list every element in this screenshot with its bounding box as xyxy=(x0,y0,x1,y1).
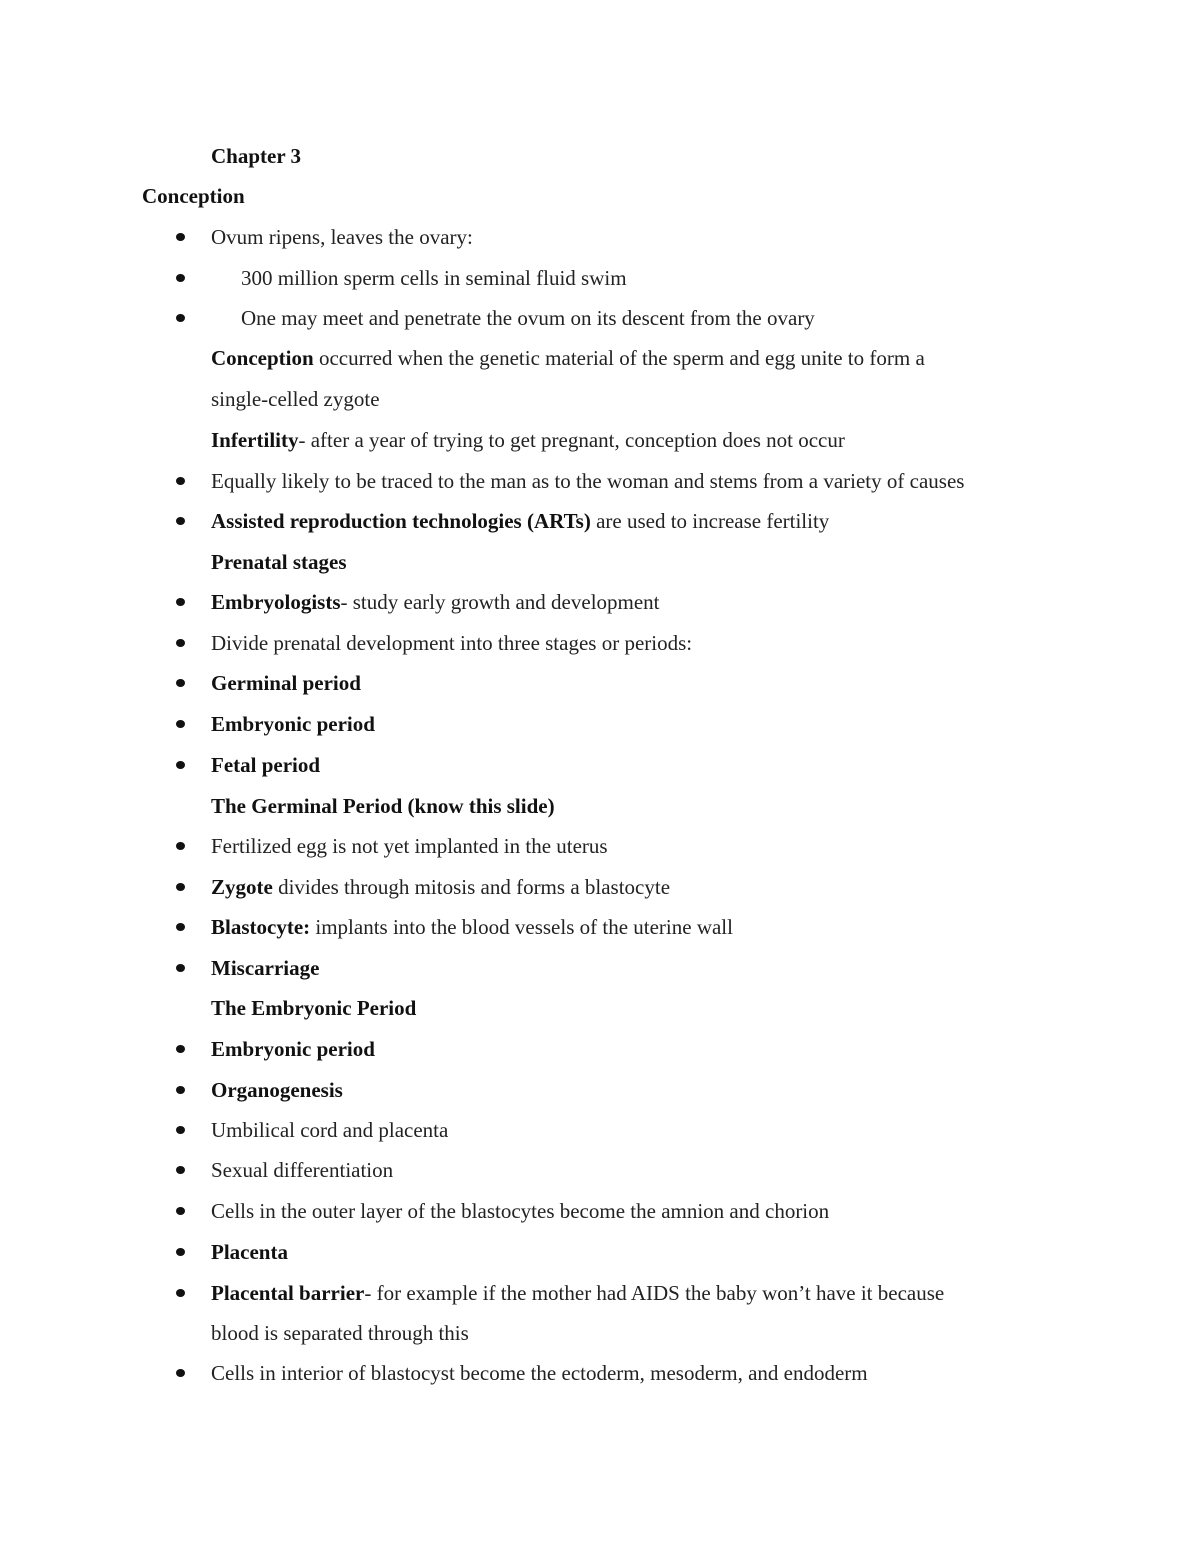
embryologists-text: - study early growth and development xyxy=(340,590,660,614)
bullet-icon xyxy=(176,1207,185,1215)
bullet-icon xyxy=(176,720,185,728)
bullet-icon xyxy=(176,314,185,322)
bullet-icon xyxy=(176,1248,185,1256)
bullet-icon xyxy=(176,598,185,606)
bullet-icon xyxy=(176,233,185,241)
list-item-text xyxy=(211,907,733,947)
bullet-icon xyxy=(176,964,185,972)
placental-barrier-text-continued: blood is separated through this xyxy=(211,1321,469,1345)
chapter-title: Chapter 3 xyxy=(211,144,302,168)
placental-barrier-text: - for example if the mother had AIDS the baby won’t have it because xyxy=(364,1281,945,1305)
list-item-text: Embryonic period xyxy=(211,1037,375,1061)
embryonic-heading: The Embryonic Period xyxy=(211,996,417,1020)
conception-heading: Conception xyxy=(142,184,245,208)
bullet-icon xyxy=(176,477,185,485)
list-item-text: Umbilical cord and placenta xyxy=(211,1118,449,1142)
list-item-text: Divide prenatal development into three stages or periods: xyxy=(211,631,693,655)
germinal-heading: The Germinal Period (know this slide) xyxy=(211,794,555,818)
list-item-text: Fertilized egg is not yet implanted in the uterus xyxy=(211,834,608,858)
list-item-text: Organogenesis xyxy=(211,1078,343,1102)
bullet-icon xyxy=(176,679,185,687)
placental-barrier-term: Placental barrier xyxy=(211,1281,365,1305)
prenatal-heading: Prenatal stages xyxy=(211,550,347,574)
infertility-term: Infertility xyxy=(211,428,299,452)
definition-paragraph xyxy=(211,338,925,378)
list-item-text: Cells in interior of blastocyst become the ectoderm, mesoderm, and endoderm xyxy=(211,1361,868,1385)
list-item-text xyxy=(211,501,829,541)
list-item-text: Ovum ripens, leaves the ovary: xyxy=(211,225,473,249)
list-item-text: Embryonic period xyxy=(211,712,375,736)
art-term: Assisted reproduction technologies (ARTs) xyxy=(211,509,591,533)
list-item-text: Miscarriage xyxy=(211,956,320,980)
list-item-text: Placenta xyxy=(211,1240,288,1264)
zygote-text: divides through mitosis and forms a blastocyte xyxy=(272,875,671,899)
infertility-text: - after a year of trying to get pregnant, conception does not occur xyxy=(298,428,845,452)
list-item-text: Fetal period xyxy=(211,753,321,777)
blastocyte-text: implants into the blood vessels of the uterine wall xyxy=(310,915,733,939)
art-text: are used to increase fertility xyxy=(590,509,830,533)
infertility-paragraph xyxy=(211,420,845,460)
bullet-icon xyxy=(176,274,185,282)
zygote-term: Zygote xyxy=(211,875,273,899)
bullet-icon xyxy=(176,1126,185,1134)
embryologists-term: Embryologists xyxy=(211,590,341,614)
list-item-text: 300 million sperm cells in seminal fluid swim xyxy=(241,266,627,290)
bullet-icon xyxy=(176,1289,185,1297)
list-item-text: Germinal period xyxy=(211,671,361,695)
bullet-icon xyxy=(176,517,185,525)
bullet-icon xyxy=(176,761,185,769)
list-item-text: One may meet and penetrate the ovum on its descent from the ovary xyxy=(241,306,815,330)
bullet-icon xyxy=(176,1045,185,1053)
bullet-icon xyxy=(176,923,185,931)
bullet-icon xyxy=(176,1086,185,1094)
list-item-text xyxy=(211,867,670,907)
bullet-icon xyxy=(176,639,185,647)
definition-text-continued: single-celled zygote xyxy=(211,387,380,411)
blastocyte-term: Blastocyte: xyxy=(211,915,311,939)
bullet-icon xyxy=(176,1369,185,1377)
list-item-text: Cells in the outer layer of the blastocytes become the amnion and chorion xyxy=(211,1199,830,1223)
bullet-icon xyxy=(176,883,185,891)
list-item-text xyxy=(211,1273,944,1313)
bullet-icon xyxy=(176,1166,185,1174)
list-item-text xyxy=(211,582,660,622)
list-item-text: Equally likely to be traced to the man as to the woman and stems from a variety of causes xyxy=(211,469,965,493)
definition-term: Conception xyxy=(211,346,314,370)
definition-text: occurred when the genetic material of the sperm and egg unite to form a xyxy=(313,346,925,370)
bullet-icon xyxy=(176,842,185,850)
list-item-text: Sexual differentiation xyxy=(211,1158,394,1182)
